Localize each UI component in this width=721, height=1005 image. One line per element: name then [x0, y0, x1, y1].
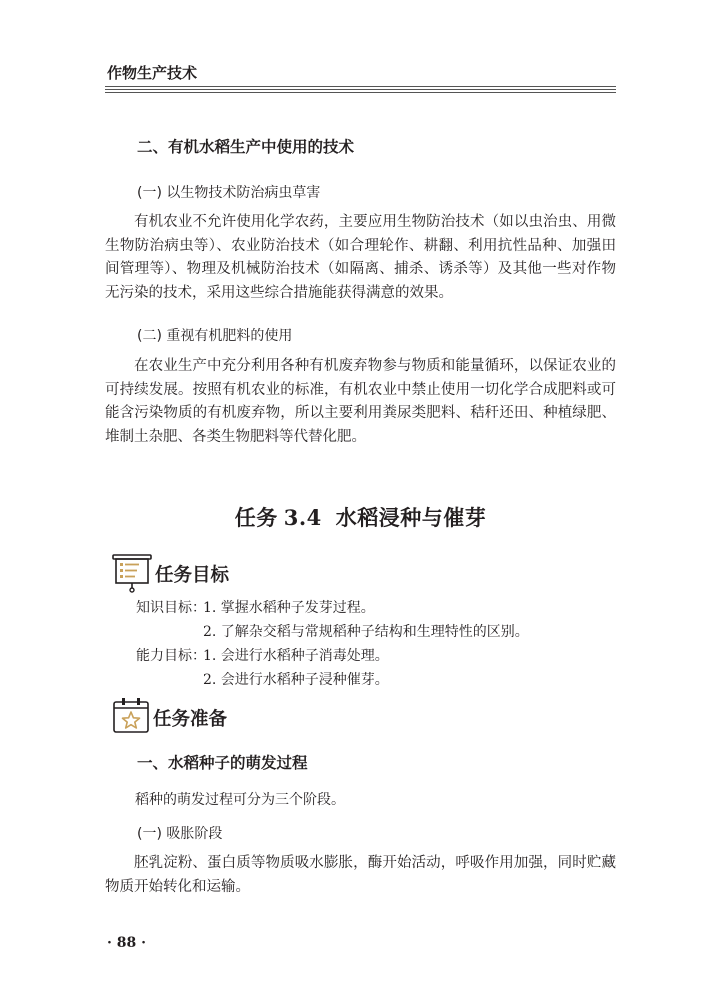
subsection-heading: (一) 以生物技术防治病虫草害 [137, 185, 321, 201]
task-name: 水稻浸种与催芽 [335, 505, 487, 530]
presentation-board-icon [111, 553, 153, 593]
subsection-heading: (一) 吸胀阶段 [137, 826, 223, 842]
objective-item: 2. 了解杂交稻与常规稻种子结构和生理特性的区别。 [203, 624, 529, 640]
page-number: · 88 · [107, 935, 146, 951]
objective-item: 1. 会进行水稻种子消毒处理。 [203, 648, 389, 664]
subsection-heading: (二) 重视有机肥料的使用 [137, 328, 293, 344]
objective-item: 2. 会进行水稻种子浸种催芽。 [203, 672, 389, 688]
section-heading: 一、水稻种子的萌发过程 [137, 754, 308, 772]
preparation-label: 任务准备 [153, 709, 228, 730]
header-rule-middle [105, 89, 616, 90]
body-paragraph: 胚乳淀粉、蛋白质等物质吸水膨胀，酶开始活动，呼吸作用加强，同时贮藏物质开始转化和运输。 [105, 855, 616, 895]
running-header-title: 作物生产技术 [107, 64, 198, 82]
objective-item: 1. 掌握水稻种子发芽过程。 [203, 600, 375, 616]
ability-objectives-label: 能力目标： [136, 648, 206, 664]
objectives-label: 任务目标 [155, 565, 230, 586]
body-paragraph: 稻种的萌发过程可分为三个阶段。 [135, 792, 345, 808]
section-heading: 二、有机水稻生产中使用的技术 [137, 138, 355, 156]
header-rule-top [105, 86, 616, 87]
body-paragraph: 在农业生产中充分利用各种有机废弃物参与物质和能量循环，以保证农业的可持续发展。按照有机农业的标准，有机农业中禁止使用一切化学合成肥料或可能含污染物质的有机废弃物，所以主要利用粪尿类肥料、秸秆还田、种植绿肥、堆制土杂肥、各类生物肥料等代替化肥。 [105, 358, 616, 445]
header-rule-bottom [105, 92, 616, 93]
knowledge-objectives-label: 知识目标： [136, 600, 206, 616]
calendar-star-icon [111, 695, 151, 735]
body-paragraph: 有机农业不允许使用化学农药，主要应用生物防治技术（如以虫治虫、用微生物防治病虫等）、农业防治技术（如合理轮作、耕翻、利用抗性品种、加强田间管理等）、物理及机械防治技术（如隔离、捕杀、诱杀等）及其他一些对作物无污染的技术，采用这些综合措施能获得满意的效果。 [105, 214, 616, 301]
task-prefix: 任务 [234, 505, 278, 530]
task-title [0, 502, 721, 532]
task-number: 3.4 [283, 505, 322, 530]
